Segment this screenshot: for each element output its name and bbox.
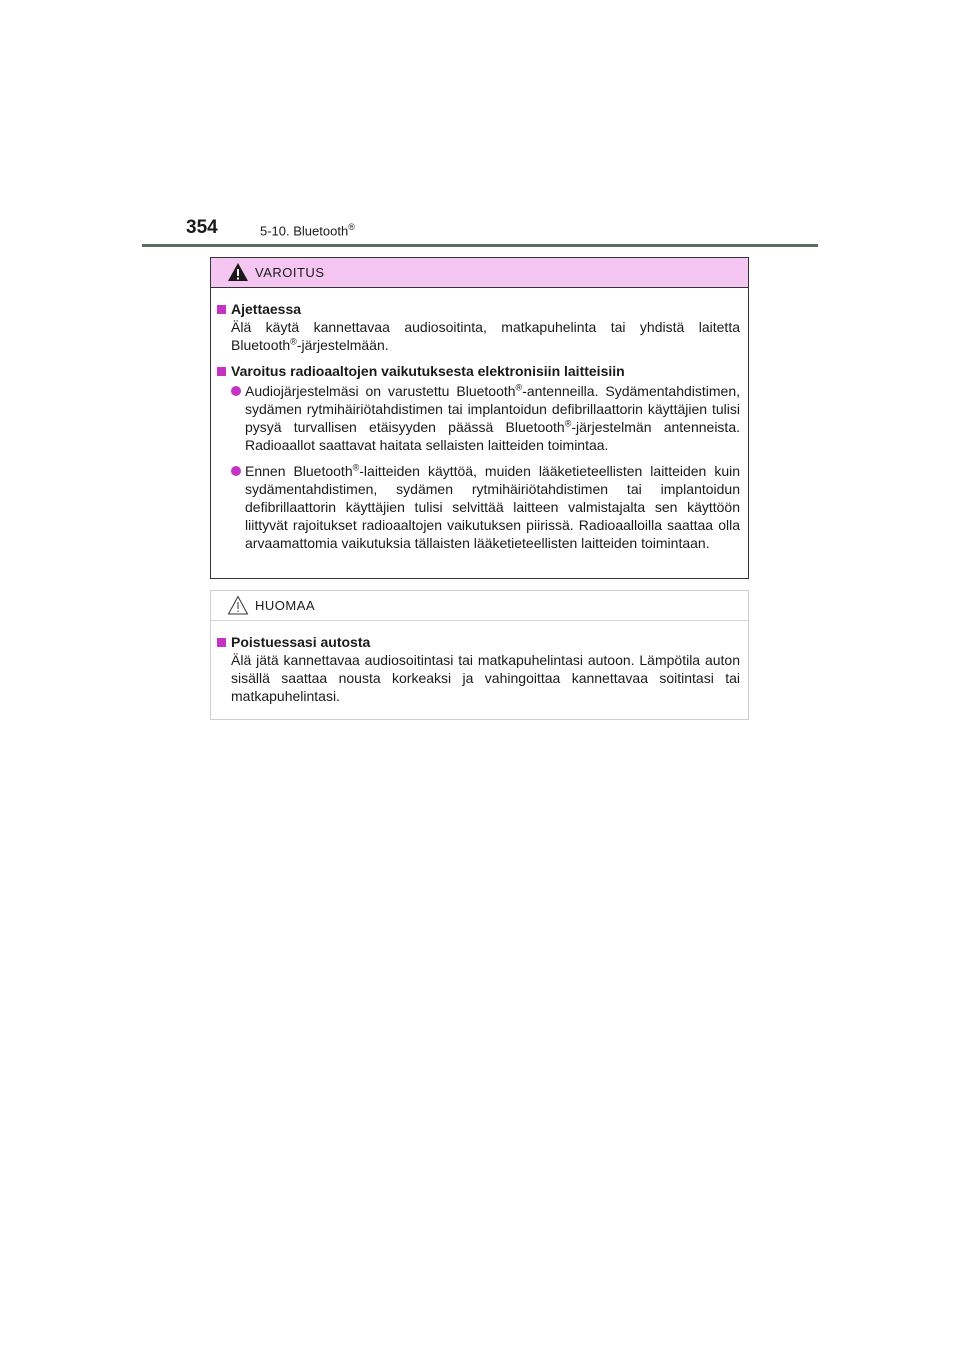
note-header bbox=[211, 591, 748, 621]
note-box bbox=[210, 590, 749, 720]
warning-paragraph-driving: Älä käytä kannettavaa audiosoitinta, matkapuhelinta tai yhdistä laitetta Bluetooth®-järjestelmään. bbox=[231, 319, 740, 353]
note-heading-leaving-car: Poistuessasi autosta bbox=[217, 633, 740, 651]
caution-triangle-outline-icon bbox=[227, 595, 249, 615]
warning-bullet-medical-devices: Ennen Bluetooth®-laitteiden käyttöä, muiden lääketieteellisten laitteiden kuin sydämentahdistimen, sydämen rytmihäiriötahdistimen tai implantoidun defibrillaattorin käyttäjien tulisi selvittää laitteen valmistajalta sen käyttöön liittyvät rajoitukset radioaaltojen vaikutuksen piirissä. Radioaalloilla saattaa olla arvaamattomia vaikutuksia tällaisten lääketieteellisten laitteiden toimintaan. bbox=[217, 462, 740, 552]
warning-label: VAROITUS bbox=[255, 265, 325, 280]
square-bullet-icon bbox=[217, 367, 226, 376]
note-label: HUOMAA bbox=[255, 598, 316, 613]
round-bullet-icon bbox=[231, 386, 241, 396]
square-bullet-icon bbox=[217, 305, 226, 314]
warning-header bbox=[211, 258, 748, 288]
page-number: 354 bbox=[186, 217, 218, 238]
warning-triangle-icon bbox=[227, 262, 249, 282]
header-rule bbox=[142, 244, 818, 247]
warning-box bbox=[210, 257, 749, 579]
warning-bullet-antennas: Audiojärjestelmäsi on varustettu Bluetooth®-antenneilla. Sydämentahdistimen, sydämen rytmihäiriötahdistimen tai implantoidun defibrillaattorin käyttäjien tulisi pysyä turvallisen etäisyyden päässä Bluetooth®-järjestelmän antenneista. Radioaallot saattavat haitata sellaisten laitteiden toimintaa. bbox=[217, 382, 740, 454]
note-content bbox=[211, 621, 748, 705]
warning-heading-radio: Varoitus radioaaltojen vaikutuksesta elektronisiin laitteisiin bbox=[217, 362, 740, 380]
note-paragraph-leaving-car: Älä jätä kannettavaa audiosoitintasi tai matkapuhelintasi autoon. Lämpötila auton sisällä saattaa nousta korkeaksi ja vahingoittaa kannettavaa soitintasi tai matkapuhelintasi. bbox=[231, 652, 740, 704]
page-header bbox=[0, 0, 960, 250]
round-bullet-icon bbox=[231, 466, 241, 476]
section-title: 5-10. Bluetooth® bbox=[260, 222, 355, 239]
square-bullet-icon bbox=[217, 638, 226, 647]
warning-content bbox=[211, 288, 748, 552]
warning-heading-driving: Ajettaessa bbox=[217, 300, 740, 318]
